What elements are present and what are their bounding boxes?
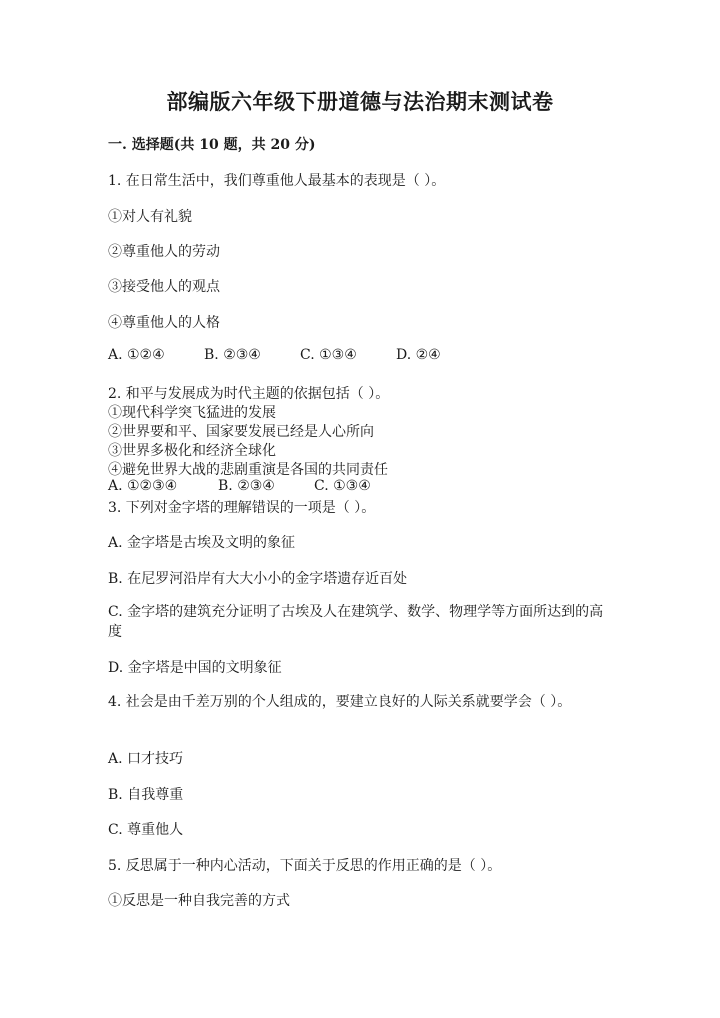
- question-4-option-a: A. 口才技巧: [108, 751, 184, 767]
- question-3-option-d: D. 金字塔是中国的文明象征: [108, 660, 282, 676]
- question-2-option-b: B. ②③④: [218, 478, 275, 494]
- question-4-option-c: C. 尊重他人: [108, 822, 184, 838]
- question-3-stem: 3. 下列对金字塔的理解错误的一项是（ ）。: [108, 500, 376, 516]
- question-2-stem: 2. 和平与发展成为时代主题的依据包括（ ）。: [108, 386, 390, 402]
- question-5-stem: 5. 反思属于一种内心活动，下面关于反思的作用正确的是（ ）。: [108, 858, 502, 874]
- question-5-item-1: ①反思是一种自我完善的方式: [108, 893, 290, 909]
- question-1-option-b: B. ②③④: [204, 347, 261, 363]
- question-1-item-2: ②尊重他人的劳动: [108, 244, 220, 260]
- question-4-option-b: B. 自我尊重: [108, 787, 184, 803]
- question-1-item-4: ④尊重他人的人格: [108, 315, 220, 331]
- section-heading: 一. 选择题(共 10 题，共 20 分): [108, 137, 316, 153]
- question-3-option-a: A. 金字塔是古埃及文明的象征: [108, 535, 296, 551]
- question-4-stem: 4. 社会是由千差万别的个人组成的，要建立良好的人际关系就要学会（ ）。: [108, 694, 572, 710]
- question-2-item-4: ④避免世界大战的悲剧重演是各国的共同责任: [108, 462, 388, 478]
- question-3-option-c: C. 金字塔的建筑充分证明了古埃及人在建筑学、数学、物理学等方面所达到的高度: [108, 604, 604, 640]
- question-1-item-3: ③接受他人的观点: [108, 279, 220, 295]
- question-1-option-d: D. ②④: [396, 347, 441, 363]
- question-2-item-3: ③世界多极化和经济全球化: [108, 443, 276, 459]
- exam-title: 部编版六年级下册道德与法治期末测试卷: [166, 89, 554, 114]
- question-1-option-a: A. ①②④: [108, 347, 165, 363]
- question-2-option-c: C. ①③④: [314, 478, 371, 494]
- question-2-options: [108, 478, 371, 494]
- question-1-options: [108, 347, 441, 363]
- question-1-item-1: ①对人有礼貌: [108, 209, 192, 225]
- question-2-option-a: A. ①②③④: [108, 478, 178, 494]
- question-2-item-2: ②世界要和平、国家要发展已经是人心所向: [108, 424, 374, 440]
- question-2-item-1: ①现代科学突飞猛进的发展: [108, 405, 276, 421]
- question-3-option-b: B. 在尼罗河沿岸有大大小小的金字塔遗存近百处: [108, 571, 408, 587]
- question-1-stem: 1. 在日常生活中，我们尊重他人最基本的表现是（ ）。: [108, 173, 446, 189]
- question-1-option-c: C. ①③④: [300, 347, 357, 363]
